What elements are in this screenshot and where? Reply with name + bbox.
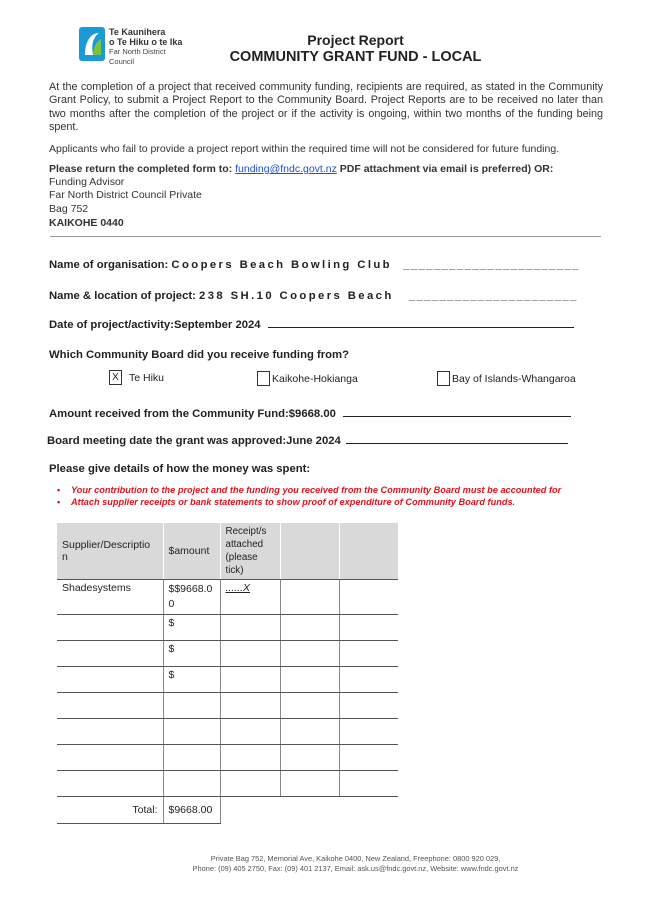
row-supplier[interactable] bbox=[57, 615, 163, 641]
row-receipt[interactable]: ......X bbox=[220, 580, 280, 615]
row-extra[interactable] bbox=[339, 615, 398, 641]
row-extra[interactable] bbox=[280, 771, 339, 797]
table-row bbox=[57, 693, 398, 719]
meeting-date-field bbox=[47, 435, 568, 447]
return-suffix: PDF attachment via email is preferred) OR: bbox=[339, 163, 554, 175]
row-extra[interactable] bbox=[280, 693, 339, 719]
row-extra[interactable] bbox=[280, 580, 339, 615]
row-extra[interactable] bbox=[339, 745, 398, 771]
project-location-value[interactable]: 238 SH.10 Coopers Beach bbox=[199, 290, 394, 302]
organisation-fill: _______________________ bbox=[403, 259, 580, 271]
total-blank bbox=[280, 797, 339, 824]
project-location-fill: ______________________ bbox=[408, 290, 578, 302]
details-heading-text: Please give details of how the money was spent: bbox=[49, 463, 311, 475]
instruction-item bbox=[57, 484, 561, 496]
amount-label: Amount received from the Community Fund: bbox=[49, 408, 289, 420]
bullet-icon: • bbox=[57, 485, 61, 495]
row-extra[interactable] bbox=[280, 641, 339, 667]
meeting-date-underline bbox=[346, 443, 568, 444]
project-date-value[interactable]: September 2024 bbox=[173, 319, 261, 331]
table-row bbox=[57, 719, 398, 745]
divider bbox=[50, 236, 601, 237]
instruction-item bbox=[57, 496, 561, 508]
total-value[interactable]: $9668.00 bbox=[163, 797, 220, 824]
project-date-field bbox=[49, 319, 583, 331]
header-receipts: Receipt/s attached (please tick) bbox=[220, 523, 280, 580]
row-extra[interactable] bbox=[339, 771, 398, 797]
instruction-text-1: Your contribution to the project and the funding you received from the Community Board must be accounted for bbox=[71, 485, 562, 495]
return-prefix: Please return the completed form to: bbox=[49, 163, 233, 175]
row-extra[interactable] bbox=[339, 641, 398, 667]
organisation-value[interactable]: Coopers Beach Bowling Club bbox=[171, 259, 392, 271]
return-instructions bbox=[49, 163, 553, 175]
row-amount[interactable] bbox=[163, 745, 220, 771]
table-row bbox=[57, 771, 398, 797]
amount-underline bbox=[343, 416, 571, 417]
instruction-list bbox=[57, 484, 561, 508]
table-row bbox=[57, 667, 398, 693]
row-amount[interactable]: $ bbox=[163, 615, 220, 641]
row-extra[interactable] bbox=[339, 693, 398, 719]
logo-line-3: Far North District Council bbox=[109, 47, 166, 66]
project-location-label: Name & location of project: bbox=[49, 290, 196, 302]
address-line-3: Bag 752 bbox=[49, 203, 89, 215]
row-amount[interactable] bbox=[163, 693, 220, 719]
report-title: Project Report bbox=[307, 32, 404, 48]
organisation-label: Name of organisation: bbox=[49, 259, 169, 271]
address-line-4: KAIKOHE 0440 bbox=[49, 217, 124, 229]
row-supplier[interactable]: Shadesystems bbox=[57, 580, 163, 615]
bay-of-islands-label: Bay of Islands-Whangaroa bbox=[452, 373, 576, 385]
intro-paragraph: At the completion of a project that received community funding, recipients are required, as stated in the Community Grant Policy, to submit a Project Report to the Community Board. Project Reports are to be received no later than two months after the completion of the project or if the activity is ongoing, within two months of the funding being spent. bbox=[49, 81, 603, 133]
project-date-underline bbox=[268, 327, 574, 328]
row-receipt[interactable] bbox=[220, 745, 280, 771]
table-row bbox=[57, 580, 398, 615]
meeting-date-label: Board meeting date the grant was approved: bbox=[47, 435, 287, 447]
row-receipt[interactable] bbox=[220, 615, 280, 641]
instruction-text-2: Attach supplier receipts or bank statements to show proof of expenditure of Community Board funds. bbox=[71, 497, 516, 507]
report-subtitle: COMMUNITY GRANT FUND - LOCAL bbox=[229, 49, 482, 65]
total-blank bbox=[339, 797, 398, 824]
footer-line-2: Phone: (09) 405 2750, Fax: (09) 401 2137, Email: ask.us@fndc.govt.nz, Website: www.fndc.govt.nz bbox=[192, 864, 519, 873]
row-amount[interactable] bbox=[163, 771, 220, 797]
row-receipt[interactable] bbox=[220, 667, 280, 693]
project-date-label: Date of project/activity: bbox=[49, 319, 174, 331]
row-supplier[interactable] bbox=[57, 667, 163, 693]
page-footer bbox=[33, 854, 645, 874]
row-supplier[interactable] bbox=[57, 693, 163, 719]
expenditure-table bbox=[57, 523, 398, 824]
amount-value[interactable]: $9668.00 bbox=[288, 408, 336, 420]
row-extra[interactable] bbox=[280, 615, 339, 641]
total-blank bbox=[220, 797, 280, 824]
board-question: Which Community Board did you receive funding from? bbox=[49, 349, 350, 361]
amount-field bbox=[49, 408, 571, 420]
row-receipt[interactable] bbox=[220, 693, 280, 719]
row-amount[interactable]: $ bbox=[163, 667, 220, 693]
meeting-date-value[interactable]: June 2024 bbox=[286, 435, 341, 447]
row-amount[interactable]: $ bbox=[163, 641, 220, 667]
row-supplier[interactable] bbox=[57, 771, 163, 797]
header-supplier: Supplier/Descriptio n bbox=[57, 523, 163, 580]
row-receipt[interactable] bbox=[220, 641, 280, 667]
project-location-field bbox=[49, 290, 578, 302]
row-extra[interactable] bbox=[339, 719, 398, 745]
row-supplier[interactable] bbox=[57, 719, 163, 745]
te-hiku-label: Te Hiku bbox=[129, 372, 165, 384]
header-blank bbox=[280, 523, 339, 580]
logo-line-1: Te Kaunihera bbox=[109, 27, 166, 37]
row-receipt[interactable] bbox=[220, 771, 280, 797]
te-hiku-checkbox[interactable]: X bbox=[109, 370, 122, 385]
fail-notice: Applicants who fail to provide a project report within the required time will not be considered for future funding. bbox=[49, 143, 560, 155]
details-heading bbox=[49, 463, 310, 475]
row-amount[interactable]: $$9668.0 0 bbox=[163, 580, 220, 615]
address-line-1: Funding Advisor bbox=[49, 176, 125, 188]
header-blank bbox=[339, 523, 398, 580]
row-extra[interactable] bbox=[280, 745, 339, 771]
total-label: Total: bbox=[57, 797, 163, 824]
logo-line-2: o Te Hiku o te Ika bbox=[109, 37, 183, 47]
organisation-field bbox=[49, 259, 580, 271]
bay-of-islands-checkbox[interactable] bbox=[437, 371, 450, 386]
header-amount: $amount bbox=[163, 523, 220, 580]
address-line-2: Far North District Council Private bbox=[49, 189, 202, 201]
row-extra[interactable] bbox=[280, 719, 339, 745]
row-supplier[interactable] bbox=[57, 641, 163, 667]
row-extra[interactable] bbox=[339, 667, 398, 693]
row-amount[interactable] bbox=[163, 719, 220, 745]
table-row bbox=[57, 641, 398, 667]
table-row bbox=[57, 745, 398, 771]
footer-line-1: Private Bag 752, Memorial Ave, Kaikohe 0400, New Zealand, Freephone: 0800 920 029, bbox=[210, 854, 501, 863]
table-total-row bbox=[57, 797, 398, 824]
bullet-icon: • bbox=[57, 497, 61, 507]
row-extra[interactable] bbox=[339, 580, 398, 615]
kaikohe-hokianga-checkbox[interactable] bbox=[257, 371, 270, 386]
kaikohe-hokianga-label: Kaikohe-Hokianga bbox=[272, 373, 358, 385]
row-extra[interactable] bbox=[280, 667, 339, 693]
table-header-row bbox=[57, 523, 398, 580]
funding-email-link[interactable]: funding@fndc.govt.nz bbox=[235, 163, 337, 175]
row-receipt[interactable] bbox=[220, 719, 280, 745]
row-supplier[interactable] bbox=[57, 745, 163, 771]
table-row bbox=[57, 615, 398, 641]
